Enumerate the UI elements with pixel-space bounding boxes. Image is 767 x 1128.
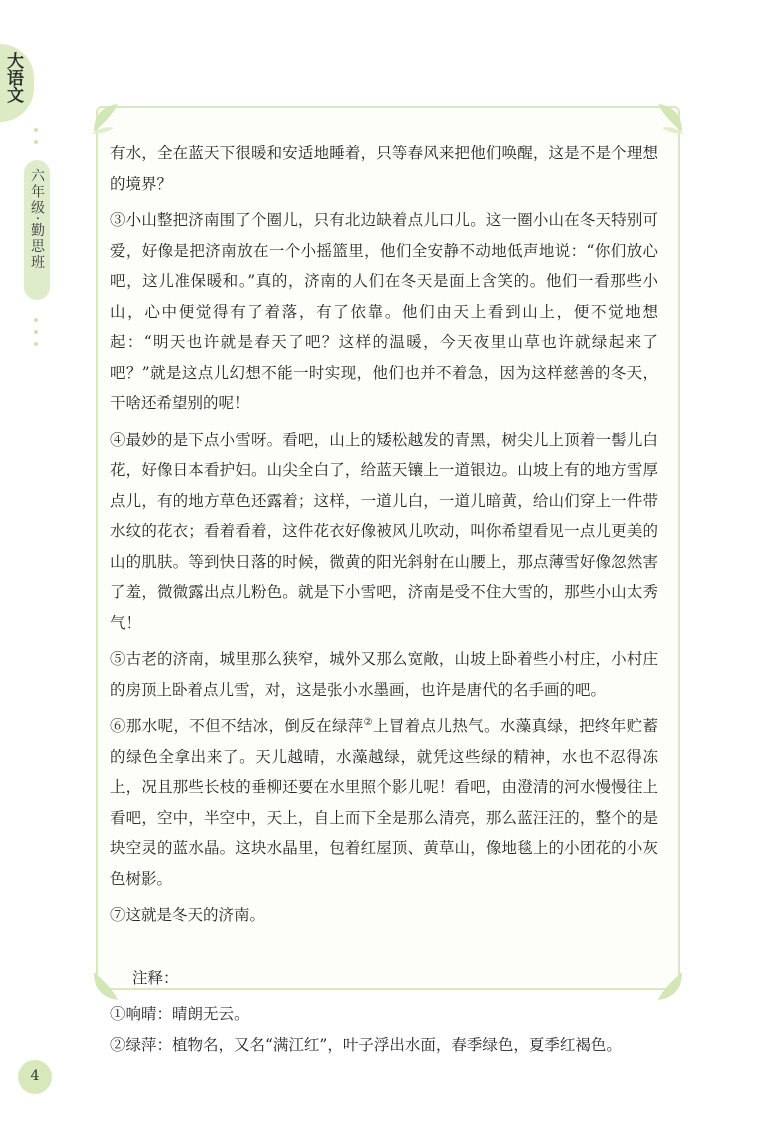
paragraph: 有水，全在蓝天下很暖和安适地睡着，只等春风来把他们唤醒，这是不是个理想的境界？ [110, 144, 658, 193]
footnote: ①响晴：晴朗无云。 [110, 1005, 250, 1023]
paragraph-text: 上冒着点儿热气。水藻真绿，把终年贮蓄的绿色全拿出来了。天儿越晴，水藻越绿，就凭这些绿的精神，水也不忍得冻上，况且那些长枝的垂柳还要在水里照个影儿呢！看吧，由澄清的河水慢慢往上看吧，空中，半空中，天上，自上而下全是那么清亮，那么蓝汪汪的，整个的是块空灵的蓝水晶。这块水晶里，包着红屋顶、黄草山，像地毯上的小团花的小灰色树影。 [110, 717, 658, 888]
paragraph: ③小山整把济南围了个圈儿，只有北边缺着点儿口儿。这一圈小山在冬天特别可爱，好像是把济南放在一个小摇篮里，他们全安静不动地低声地说：“你们放心吧，这儿准保暖和。”真的，济南的人们在冬天是面上含笑的。他们一看那些小山，心中便觉得有了着落，有了依靠。他们由天上看到山上，便不觉地想起：“明天也许就是春天了吧？这样的温暖，今天夜里山草也许就绿起来了吧？”就是这点儿幻想不能一时实现，他们也并不着急，因为这样慈善的冬天，干啥还希望别的呢！ [110, 211, 658, 412]
paragraph-text: ⑥那水呢，不但不结冰，倒反在绿萍 [110, 717, 364, 735]
paragraph: ④最妙的是下点小雪呀。看吧，山上的矮松越发的青黑，树尖儿上顶着一髻儿白花，好像日本看护妇。山尖全白了，给蓝天镶上一道银边。山坡上有的地方雪厚点儿，有的地方草色还露着；这样，一道儿白，一道儿暗黄，给山们穿上一件带水纹的花衣；看着看着，这件花衣好像被风儿吹动，叫你希望看见一点儿更美的山的肌肤。等到快日落的时候，微黄的阳光斜射在山腰上，那点薄雪好像忽然害了羞，微微露出点儿粉色。就是下小雪吧，济南是受不住大雪的，那些小山太秀气！ [110, 430, 658, 632]
brand-title: 大语文 [3, 52, 23, 103]
decor-dot [34, 128, 38, 132]
corner-leaf-icon [648, 98, 688, 138]
dotted-divider [34, 128, 38, 1128]
footnote: ②绿萍：植物名，又名“满江红”，叶子浮出水面，春季绿色，夏季红褐色。 [110, 1035, 622, 1054]
paragraph: ⑦这就是冬天的济南。 [110, 906, 266, 924]
footnote-marker: ② [363, 716, 373, 728]
decor-dot [34, 318, 38, 322]
decor-dot [34, 330, 38, 334]
corner-leaf-icon [88, 98, 128, 138]
notes-title: 注释： [132, 968, 179, 987]
decor-dot [34, 342, 38, 346]
paragraph [110, 711, 658, 894]
page-number: 4 [30, 1068, 40, 1084]
paragraph: ⑤古老的济南，城里那么狭窄，城外又那么宽敞，山坡上卧着些小村庄，小村庄的房顶上卧着点儿雪，对，这是张小水墨画，也许是唐代的名手画的吧。 [110, 650, 658, 699]
decor-dot [34, 140, 38, 144]
grade-label: 六年级·勤思班 [29, 168, 45, 271]
article-body [110, 138, 658, 1060]
